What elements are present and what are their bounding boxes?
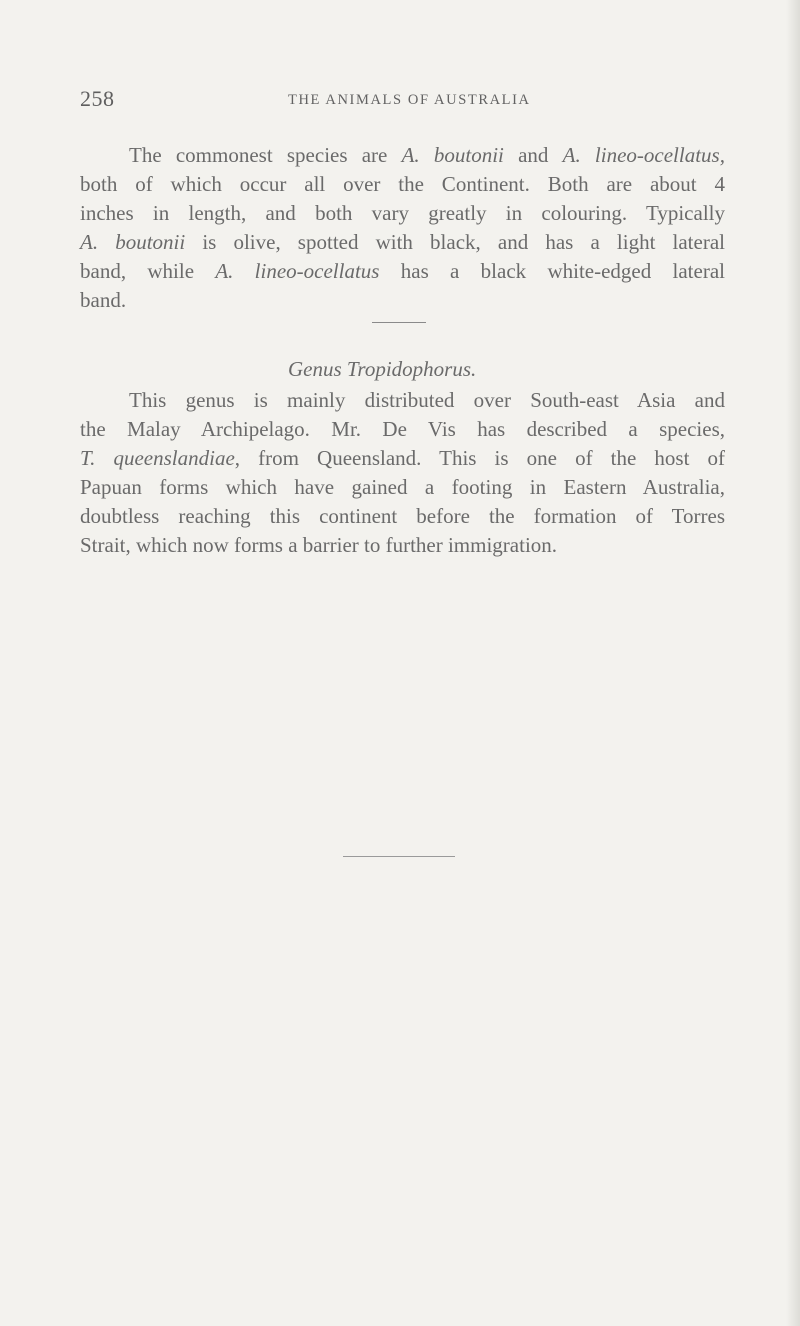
paragraph1-line3: inches in length, and both vary greatly in colouring. Typically: [80, 201, 725, 225]
species-name: T. queenslandiae: [80, 446, 235, 470]
paragraph2-line4: Papuan forms which have gained a footing in Eastern Australia,: [80, 475, 725, 499]
paragraph1-line2: both of which occur all over the Continent. Both are about 4: [80, 172, 725, 196]
paragraph2-line2: the Malay Archipelago. Mr. De Vis has described a species,: [80, 417, 725, 441]
paragraph2-line1: This genus is mainly distributed over South-east Asia and: [129, 388, 725, 412]
section-divider: [372, 322, 426, 323]
paragraph1-line1: The commonest species are A. boutonii and A. lineo-ocellatus,: [129, 143, 725, 167]
running-title: THE ANIMALS OF AUSTRALIA: [288, 92, 531, 108]
page-number: 258: [80, 86, 115, 111]
paragraph1-line5: band, while A. lineo-ocellatus has a black white-edged lateral: [80, 259, 725, 283]
paragraph2-line5: doubtless reaching this continent before the formation of Torres: [80, 504, 725, 528]
footer-rule: [343, 856, 455, 857]
page-edge-shadow: [786, 0, 800, 1326]
paragraph1-line4: A. boutonii is olive, spotted with black, and has a light lateral: [80, 230, 725, 254]
species-name: A. lineo-ocellatus,: [562, 143, 725, 167]
genus-heading: Genus Tropidophorus.: [288, 357, 477, 381]
species-name: A. lineo-ocellatus: [215, 259, 380, 283]
paragraph1-line6: band.: [80, 288, 127, 312]
paragraph2-line3: T. queenslandiae, from Queensland. This is one of the host of: [80, 446, 725, 470]
paragraph2-line6: Strait, which now forms a barrier to further immigration.: [80, 533, 558, 557]
species-name: A. boutonii: [401, 143, 504, 167]
species-name: A. boutonii: [80, 230, 186, 254]
